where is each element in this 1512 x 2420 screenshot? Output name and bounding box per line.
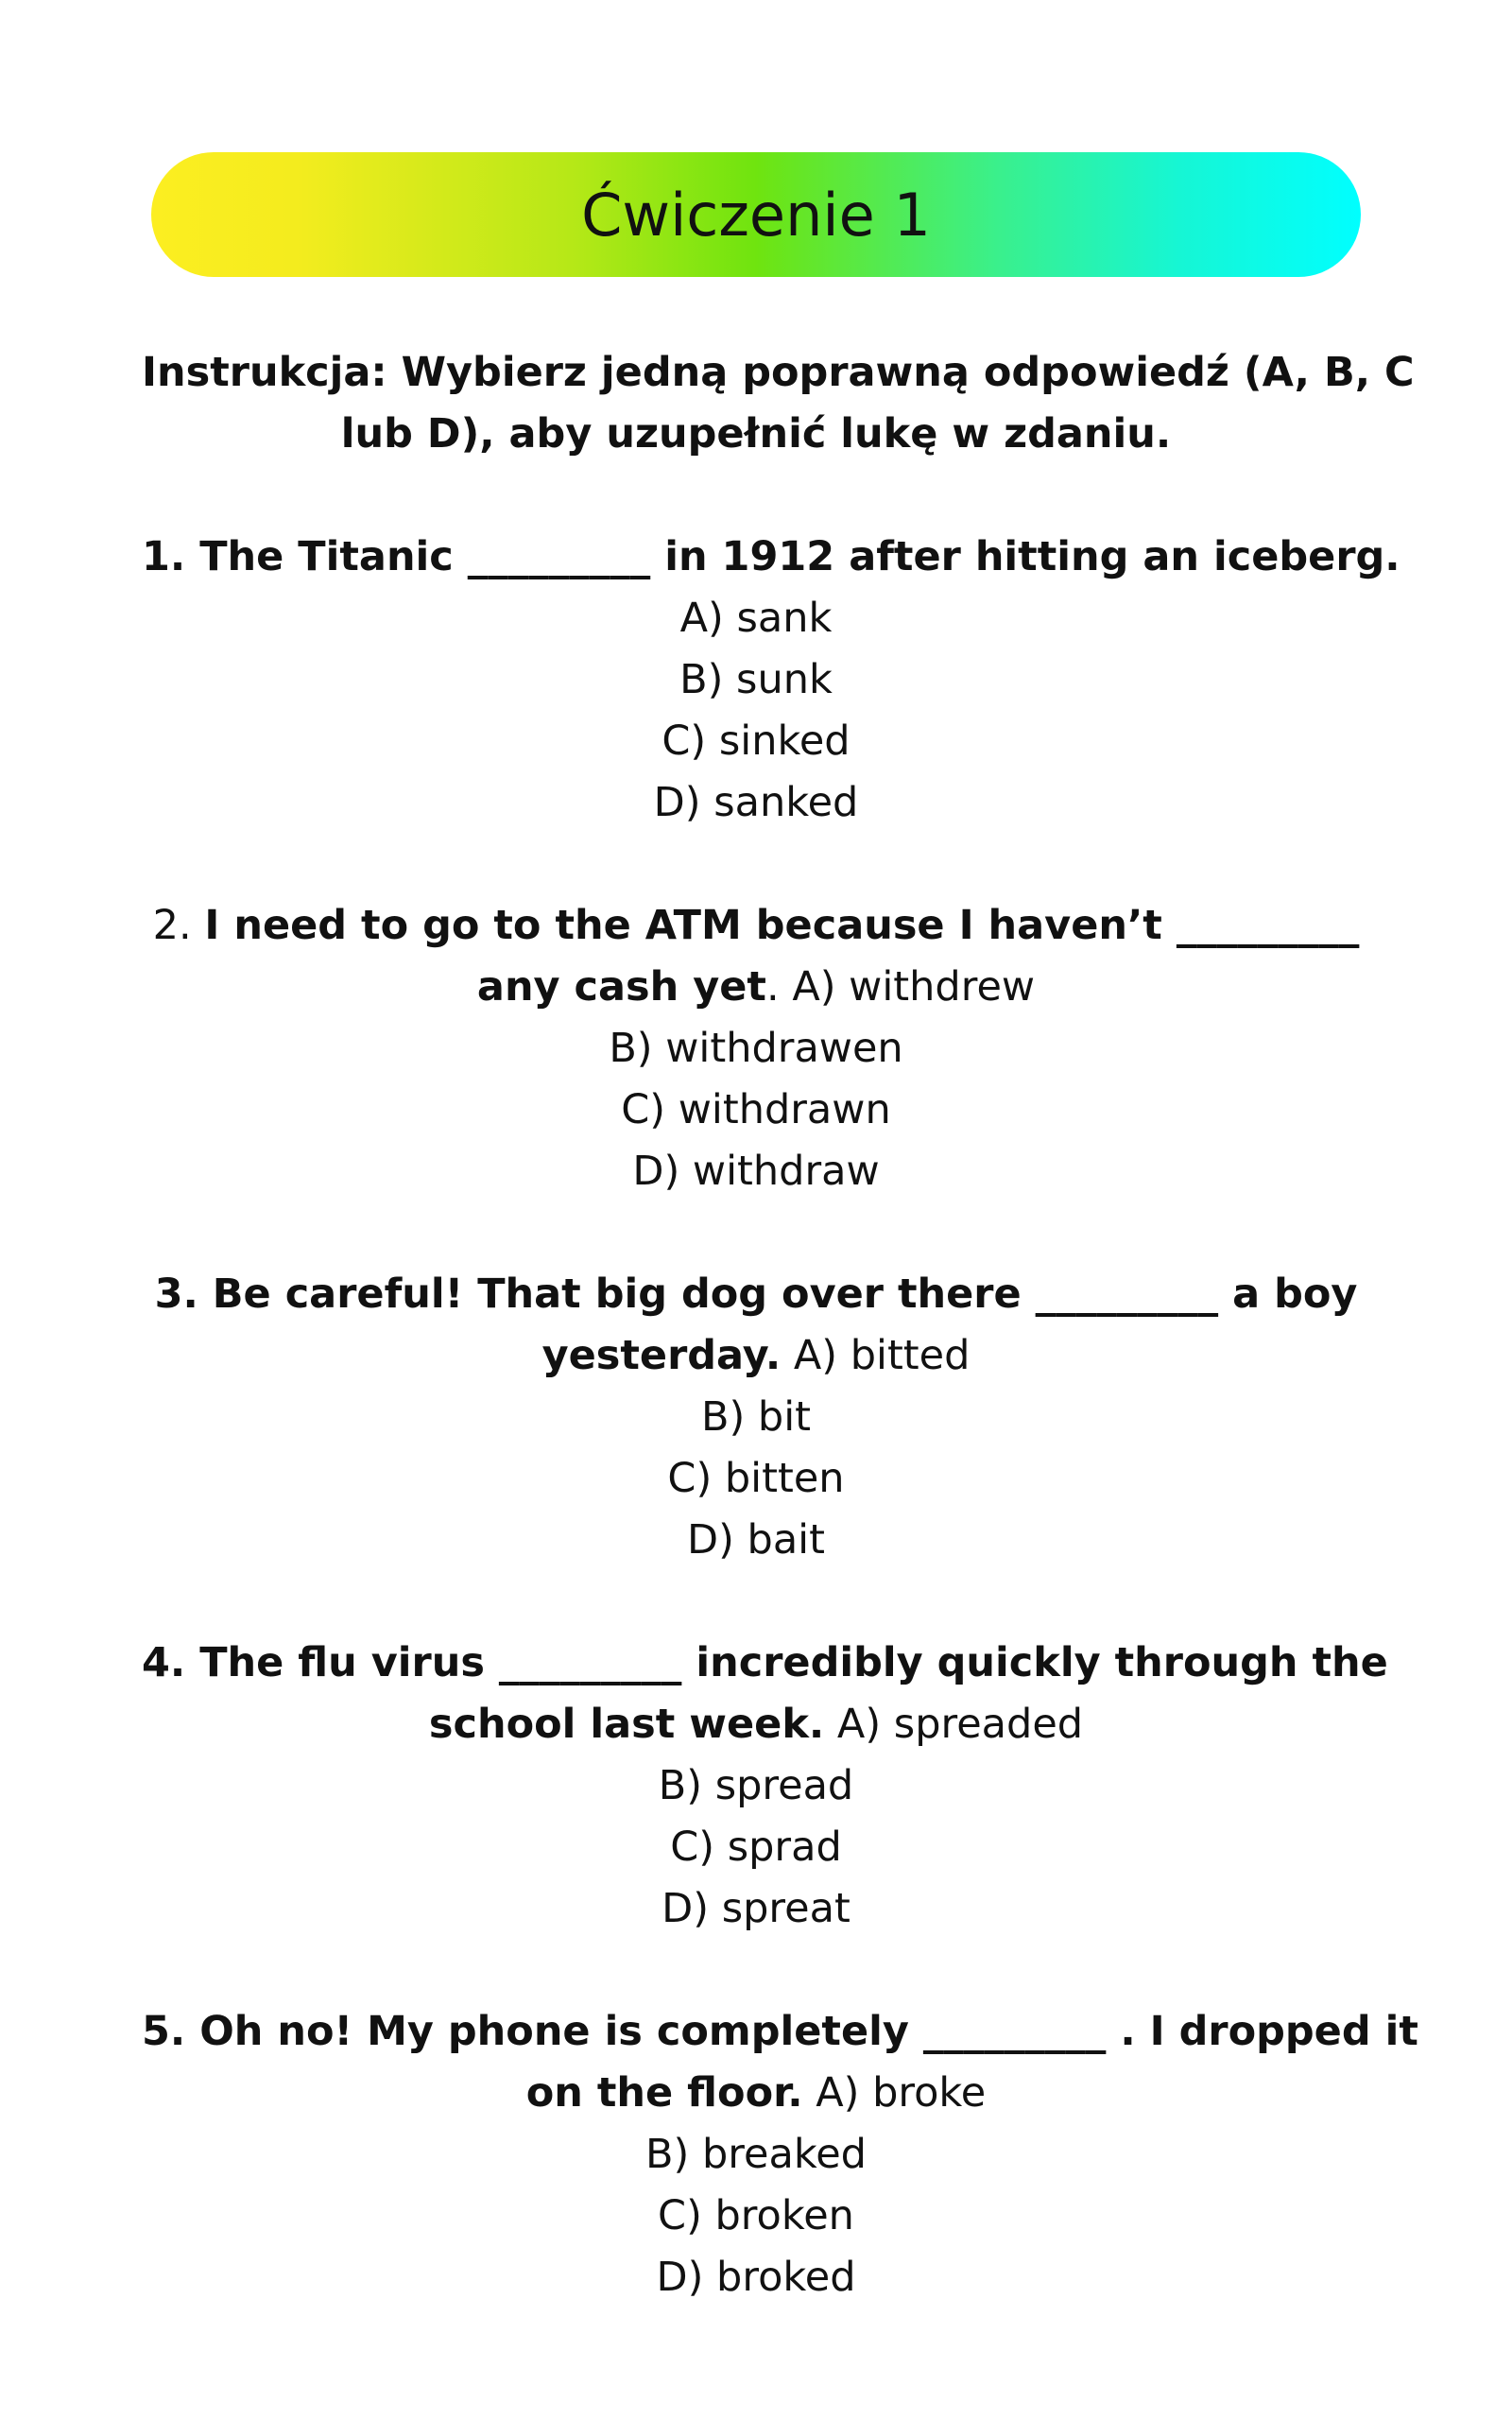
instruction-line: lub D), aby uzupełnić lukę w zdaniu. [340,410,1172,458]
question-bold-text: any cash yet [476,963,766,1011]
question-5 [142,2001,1418,2308]
question-text [142,1325,1370,1387]
question-4 [142,1633,1388,1940]
answer-option: A) bitted [781,1332,971,1379]
question-bold-text: yesterday. [541,1332,782,1379]
answer-option: B) breaked [645,2131,867,2178]
question-text: 4. The flu virus _________ incredibly quickly through the [142,1639,1388,1686]
question-text [142,895,1370,957]
answer-option: B) bit [700,1393,812,1441]
answer-option: A) sank [679,595,833,642]
answer-option: B) withdrawen [609,1025,903,1072]
answer-option: D) bait [686,1516,825,1564]
answer-option: D) sanked [653,779,859,826]
answer-option: A) spreaded [824,1701,1084,1748]
answer-option: C) sprad [670,1824,842,1871]
answer-option: D) spreat [662,1885,850,1932]
title-banner [151,152,1361,277]
answer-option: . A) withdrew [765,963,1036,1011]
answer-option: D) withdraw [632,1148,880,1195]
answer-option: B) sunk [679,656,833,703]
question-2 [142,895,1370,1202]
exercise-content [142,342,1418,2308]
question-bold-text: I need to go to the ATM because I haven’t _________ [204,902,1360,949]
question-bold-text: school last week. [428,1701,825,1748]
answer-option: C) withdrawn [621,1086,891,1133]
answer-option: B) spread [658,1762,854,1809]
answer-option: D) broked [656,2254,856,2301]
instruction [142,342,1415,465]
question-3 [142,1264,1370,1571]
question-1 [142,527,1400,834]
question-number: 2. [152,902,205,949]
question-text: 5. Oh no! My phone is completely _________ . I dropped it [142,2008,1418,2055]
answer-option: A) broke [802,2069,987,2117]
page-title: Ćwiczenie 1 [581,180,931,250]
question-text [142,957,1370,1018]
question-text [142,1694,1370,1755]
question-text: 3. Be careful! That big dog over there _________ a boy [154,1270,1358,1318]
answer-option: C) broken [658,2192,854,2239]
answer-option: C) sinked [662,717,850,765]
question-text: 1. The Titanic _________ in 1912 after hitting an iceberg. [142,533,1400,580]
question-bold-text: on the floor. [525,2069,803,2117]
answer-option: C) bitten [667,1455,845,1502]
instruction-line: Instrukcja: Wybierz jedną poprawną odpowiedź (A, B, C [142,349,1415,396]
question-text [142,2063,1370,2124]
